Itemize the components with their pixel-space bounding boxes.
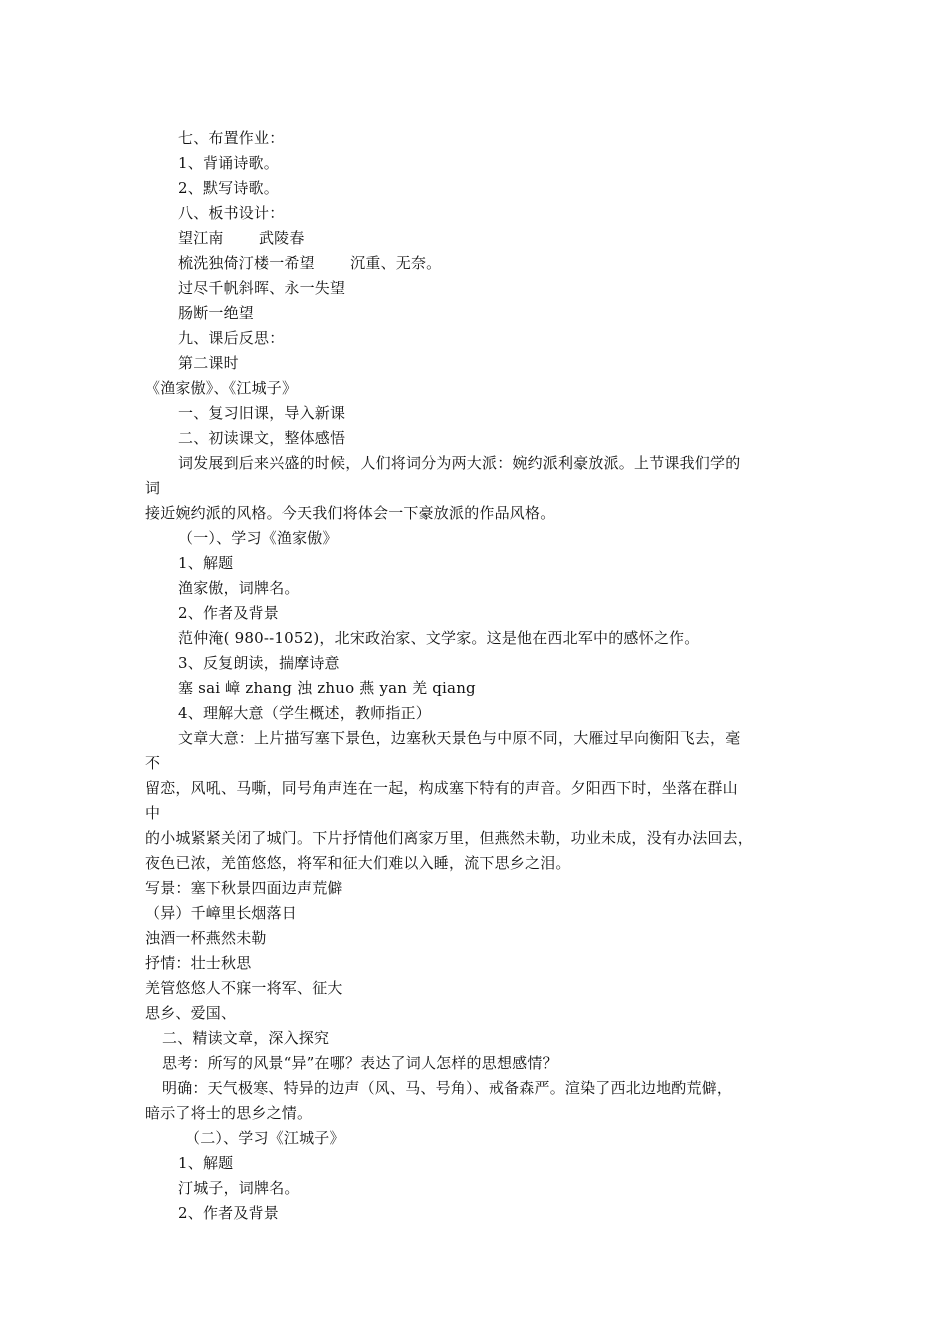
text-line: 2、作者及背景: [178, 604, 279, 622]
text-line: 肠断一绝望: [178, 304, 255, 322]
text-line: 2、作者及背景: [178, 1204, 279, 1222]
text-line: 4、理解大意（学生概述，教师指正）: [178, 704, 431, 722]
text-line: 抒情：壮士秋思: [145, 954, 252, 972]
text-line: （二）、学习《江城子》: [185, 1129, 345, 1147]
text-line: 3、反复朗读，揣摩诗意: [178, 654, 340, 672]
text-line: 明确：天气极寒、特异的边声（风、马、号角）、戒备森严。渲染了西北边地酌荒僻，: [162, 1079, 733, 1097]
text-line: （一）、学习《渔家傲》: [178, 529, 338, 547]
text-line: 渔家傲，词牌名。: [178, 579, 300, 597]
text-line: 不: [145, 754, 161, 772]
text-line: （异）千嶂里长烟落日: [145, 904, 298, 922]
text-line: 七、布置作业：: [178, 129, 285, 147]
text-line: 一、复习旧课，导入新课: [178, 404, 346, 422]
text-line: 暗示了将士的思乡之情。: [145, 1104, 313, 1122]
text-line: 思乡、爱国、: [145, 1004, 237, 1022]
text-line: 1、解题: [178, 554, 234, 572]
text-line: 中: [145, 804, 161, 822]
text-line: 思考：所写的风景“异”在哪？表达了词人怎样的思想感情？: [162, 1054, 558, 1072]
text-line: 八、板书设计：: [178, 204, 285, 222]
text-line: 1、解题: [178, 1154, 234, 1172]
text-line: 梳洗独倚汀楼一希望 沉重、无奈。: [178, 254, 442, 272]
text-line: 九、课后反思：: [178, 329, 285, 347]
text-line: 二、精读文章，深入探究: [162, 1029, 330, 1047]
text-line: 《渔家傲》、《江城子》: [145, 379, 298, 397]
text-line: 二、初读课文，整体感悟: [178, 429, 346, 447]
text-line: 浊酒一杯燕然未勒: [145, 929, 267, 947]
text-line: 1、背诵诗歌。: [178, 154, 279, 172]
text-line: 塞 sai 嶂 zhang 浊 zhuo 燕 yan 羌 qiang: [178, 679, 476, 697]
text-line: 文章大意：上片描写塞下景色，边塞秋天景色与中原不同，大雁过早向衡阳飞去，毫: [178, 729, 741, 747]
text-line: 羌管悠悠人不寐一将军、征大: [145, 979, 343, 997]
text-line: 词发展到后来兴盛的时候，人们将词分为两大派：婉约派利豪放派。上节课我们学的: [178, 454, 741, 472]
text-line: 写景：塞下秋景四面边声荒僻: [145, 879, 343, 897]
text-line: 接近婉约派的风格。今天我们将体会一下豪放派的作品风格。: [145, 504, 556, 522]
text-line: 的小城紧紧关闭了城门。下片抒情他们离家万里，但燕然未勒，功业未成，没有办法回去，: [145, 829, 754, 847]
text-line: 望江南 武陵春: [178, 229, 305, 247]
text-line: 范仲淹( 980--1052)，北宋政治家、文学家。这是他在西北军中的感怀之作。: [178, 629, 700, 647]
text-line: 2、默写诗歌。: [178, 179, 279, 197]
text-line: 过尽千帆斜晖、永一失望: [178, 279, 346, 297]
text-line: 汀城子，词牌名。: [178, 1179, 300, 1197]
text-line: 夜色已浓，羌笛悠悠，将军和征大们难以入睡，流下思乡之泪。: [145, 854, 571, 872]
text-line: 词: [145, 479, 161, 497]
text-line: 留恋，风吼、马嘶，同号角声连在一起，构成塞下特有的声音。夕阳西下时，坐落在群山: [145, 779, 738, 797]
text-line: 第二课时: [178, 354, 239, 372]
